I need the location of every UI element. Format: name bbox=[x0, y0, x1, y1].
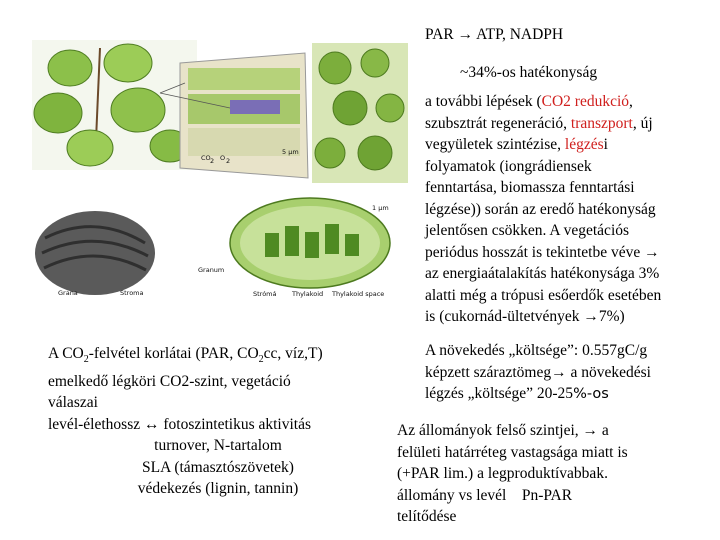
para-line-2: szubsztrát regeneráció, transzport, új bbox=[425, 114, 653, 132]
co2-reduction-term: CO2 redukció bbox=[541, 93, 630, 110]
svg-text:1 µm: 1 µm bbox=[372, 204, 389, 212]
svg-text:Thylakoid: Thylakoid bbox=[292, 290, 324, 298]
canopy-line-4: állomány vs levél Pn-PAR bbox=[397, 486, 573, 504]
growth-cost-block bbox=[425, 340, 651, 406]
para-line-1: a további lépések (CO2 redukció, bbox=[425, 93, 633, 110]
para-line-10: alatti még a trópusi esőerdők esetében bbox=[425, 286, 662, 304]
canopy-block bbox=[397, 420, 628, 528]
efficiency-line: ~34%-os hatékonyság bbox=[460, 64, 598, 81]
transport-term: transzport bbox=[570, 114, 633, 132]
respiration-term: légzés bbox=[564, 136, 604, 153]
canopy-line-2: felületi határréteg vastagsága miatt is bbox=[397, 443, 628, 461]
svg-text:Stroma: Stroma bbox=[120, 289, 144, 297]
canopy-line-5: telítődése bbox=[397, 508, 457, 525]
efficiency-paragraph bbox=[425, 91, 720, 328]
para-line-11: is (cukornád-ültetvények →7%) bbox=[425, 308, 625, 325]
para-line-8: periódus hosszát is tekintetbe véve → bbox=[425, 243, 660, 261]
leaf-cluster-illustration bbox=[32, 40, 197, 170]
limits-line-6: SLA (támasztószövetek) bbox=[142, 458, 294, 476]
co2-limits-block bbox=[48, 343, 388, 500]
limits-line-4: levél-élethossz ↔ fotoszintetikus aktivitás bbox=[48, 415, 312, 433]
limits-line-1: A $CO_2$-felvétel korlátai (PAR, $CO_2cc$, víz,T) bbox=[48, 345, 323, 366]
svg-text:Strómá: Strómá bbox=[253, 290, 277, 298]
growth-cost-line-2: képzett száraztömeg→ a növekedési bbox=[425, 363, 651, 381]
svg-text:2: 2 bbox=[210, 157, 215, 165]
growth-cost-line-3: légzés „költsége” 20-25%-os bbox=[425, 385, 609, 402]
par-line: PAR → ATP, NADPH bbox=[425, 26, 564, 43]
para-line-3: vegyületek szintézise, légzési bbox=[425, 136, 608, 153]
para-line-4: folyamatok (iongrádiensek bbox=[425, 157, 592, 175]
limits-line-7: védekezés (lignin, tannin) bbox=[137, 480, 299, 498]
limits-line-3: válaszai bbox=[48, 394, 98, 412]
cell-micrograph bbox=[312, 43, 408, 183]
growth-cost-line-1: A növekedés „költsége”: 0.557gC/g bbox=[425, 342, 648, 359]
canopy-line-1: Az állományok felső szintjei, → a bbox=[397, 422, 609, 439]
svg-text:O: O bbox=[220, 154, 226, 162]
svg-text:Granum: Granum bbox=[198, 266, 225, 274]
svg-text:Thylakoid space: Thylakoid space bbox=[332, 290, 385, 298]
svg-text:Grana: Grana bbox=[58, 289, 78, 297]
canopy-line-3: (+PAR lim.) a legproduktívabbak. bbox=[397, 465, 608, 482]
para-line-7: jelentősen csökken. A vegetációs bbox=[425, 222, 630, 239]
svg-text:CO: CO bbox=[201, 154, 211, 162]
chloroplast-figure bbox=[30, 38, 410, 303]
leaf-cross-section bbox=[160, 53, 308, 178]
para-line-5: fenntartása, biomassza fenntartási bbox=[425, 179, 635, 196]
svg-text:2: 2 bbox=[226, 157, 231, 165]
para-line-9: az energiaátalakítás hatékonysága 3% bbox=[425, 265, 660, 282]
svg-text:5 µm: 5 µm bbox=[282, 148, 299, 156]
limits-line-2: emelkedő légköri CO2-szint, vegetáció bbox=[48, 372, 291, 390]
limits-line-5: turnover, N-tartalom bbox=[154, 437, 282, 455]
para-line-6: légzése)) során az eredő hatékonyság bbox=[425, 200, 656, 218]
